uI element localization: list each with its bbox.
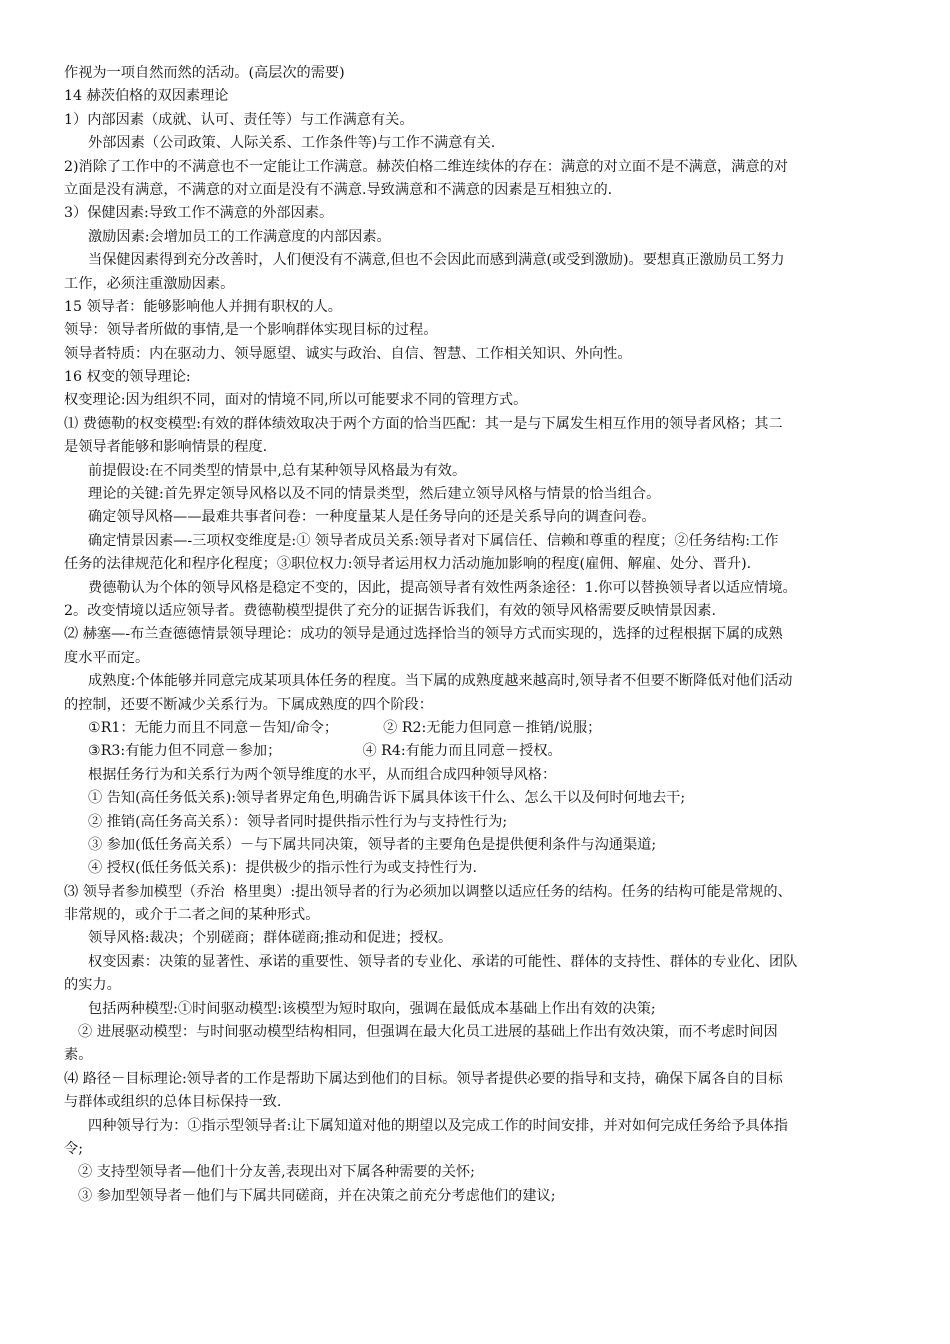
text-line: ② 进展驱动模型：与时间驱动模型结构相同，但强调在最大化员工进展的基础上作出有效决策，而不考虑时间因 — [78, 1024, 778, 1041]
text-line: 令; — [64, 1140, 83, 1157]
text-line: ⑴ 费德勒的权变模型:有效的群体绩效取决于两个方面的恰当匹配：其一是与下属发生相互作用的领导者风格；其二 — [64, 415, 783, 432]
text-line: 激励因素:会增加员工的工作满意度的内部因素。 — [88, 228, 391, 245]
text-line: 权变因素：决策的显著性、承诺的重要性、领导者的专业化、承诺的可能性、群体的支持性、群体的专业化、团队 — [88, 953, 798, 970]
text-line: 确定情景因素—-三项权变维度是:① 领导者成员关系:领导者对下属信任、信赖和尊重的程度；②任务结构:工作 — [88, 532, 779, 549]
text-line: ⑵ 赫塞—-布兰查德德情景领导理论：成功的领导是通过选择恰当的领导方式而实现的，选择的过程根据下属的成熟 — [64, 626, 783, 643]
section-heading: 15 领导者：能够影响他人并拥有职权的人。 — [64, 298, 342, 315]
text-line: 领导：领导者所做的事情,是一个影响群体实现目标的过程。 — [64, 322, 438, 339]
text-line: 成熟度:个体能够并同意完成某项具体任务的程度。当下属的成熟度越来越高时,领导者不但要不断降低对他们活动 — [88, 673, 793, 690]
text-line: 2。改变情境以适应领导者。费德勒模型提供了充分的证据告诉我们，有效的领导风格需要反映情景因素. — [64, 602, 716, 619]
text-line: 外部因素（公司政策、人际关系、工作条件等)与工作不满意有关. — [88, 135, 496, 152]
section-heading: 14 赫茨伯格的双因素理论 — [64, 88, 229, 105]
text-line: 确定领导风格——最难共事者问卷：一种度量某人是任务导向的还是关系导向的调查问卷。 — [88, 509, 656, 526]
text-line: 包括两种模型:①时间驱动模型:该模型为短时取向，强调在最低成本基础上作出有效的决策; — [88, 1000, 656, 1017]
text-line: ① 告知(高任务低关系):领导者界定角色,明确告诉下属具体该干什么、怎么干以及何时何地去干; — [88, 790, 686, 807]
text-line: ⑷ 路径－目标理论:领导者的工作是帮助下属达到他们的目标。领导者提供必要的指导和支持，确保下属各自的目标 — [64, 1070, 783, 1087]
text-line: ③R3:有能力但不同意－参加； ④ R4:有能力而且同意－授权。 — [88, 743, 562, 760]
text-line: ④ 授权(低任务低关系)：提供极少的指示性行为或支持性行为. — [88, 860, 477, 877]
text-line: 当保健因素得到充分改善时，人们便没有不满意,但也不会因此而感到满意(或受到激励)。要想真正激励员工努力 — [88, 252, 785, 269]
text-line: ② 支持型领导者—他们十分友善,表现出对下属各种需要的关怀; — [78, 1164, 475, 1181]
text-line: 根据任务行为和关系行为两个领导维度的水平，从而组合成四种领导风格： — [88, 766, 557, 783]
text-line: 作视为一项自然而然的活动。(高层次的需要) — [64, 65, 345, 81]
text-line: 工作，必须注重激励因素。 — [64, 275, 235, 292]
text-line: 度水平而定。 — [64, 649, 150, 666]
text-line: 的控制，还要不断减少关系行为。下属成熟度的四个阶段： — [64, 696, 433, 713]
text-line: 3）保健因素:导致工作不满意的外部因素。 — [64, 205, 334, 222]
text-line: 理论的关键:首先界定领导风格以及不同的情景类型，然后建立领导风格与情景的恰当组合。 — [88, 486, 661, 503]
text-line: 素。 — [64, 1047, 93, 1064]
text-line: 的实力。 — [64, 977, 121, 994]
section-heading: 16 权变的领导理论: — [64, 369, 191, 386]
text-line: 权变理论:因为组织不同，面对的情境不同,所以可能要求不同的管理方式。 — [64, 392, 528, 409]
text-line: 领导者特质：内在驱动力、领导愿望、诚实与政治、自信、智慧、工作相关知识、外向性。 — [64, 345, 632, 362]
text-line: 2)消除了工作中的不满意也不一定能让工作满意。赫茨伯格二维连续体的存在：满意的对立面不是不满意，满意的对 — [64, 158, 788, 175]
text-line: 四种领导行为：①指示型领导者:让下属知道对他的期望以及完成工作的时间安排，并对如何完成任务给予具体指 — [88, 1117, 788, 1134]
text-line: 费德勒认为个体的领导风格是稳定不变的，因此，提高领导者有效性两条途径：1.你可以替换领导者以适应情境。 — [88, 579, 797, 596]
text-line: ② 推销(高任务高关系）：领导者同时提供指示性行为与支持性行为; — [88, 813, 508, 830]
text-line: 立面是没有满意，不满意的对立面是没有不满意.导致满意和不满意的因素是互相独立的. — [64, 181, 613, 198]
text-line: ⑶ 领导者参加模型（乔治 格里奥）:提出领导者的行为必须加以调整以适应任务的结构。任务的结构可能是常规的、 — [64, 883, 792, 900]
document-page — [64, 62, 886, 1208]
text-line: 非常规的，或介于二者之间的某种形式。 — [64, 907, 320, 924]
text-line: ③ 参加(低任务高关系）－与下属共同决策，领导者的主要角色是提供便利条件与沟通渠道; — [88, 836, 657, 853]
text-line: 是领导者能够和影响情景的程度. — [64, 439, 268, 456]
text-line: ①R1：无能力而且不同意－告知/命令； ② R2:无能力但同意－推销/说服； — [88, 719, 602, 736]
text-line: ③ 参加型领导者－他们与下属共同磋商，并在决策之前充分考虑他们的建议; — [78, 1187, 556, 1204]
text-line: 任务的法律规范化和程序化程度；③职位权力:领导者运用权力活动施加影响的程度(雇佣、解雇、处分、晋升). — [64, 556, 752, 573]
text-line: 与群体或组织的总体目标保持一致. — [64, 1094, 282, 1111]
text-line: 领导风格:裁决；个别磋商；群体磋商;推动和促进；授权。 — [88, 930, 453, 947]
text-line: 1）内部因素（成就、认可、责任等）与工作满意有关。 — [64, 111, 414, 128]
text-line: 前提假设:在不同类型的情景中,总有某种领导风格最为有效。 — [88, 462, 467, 479]
